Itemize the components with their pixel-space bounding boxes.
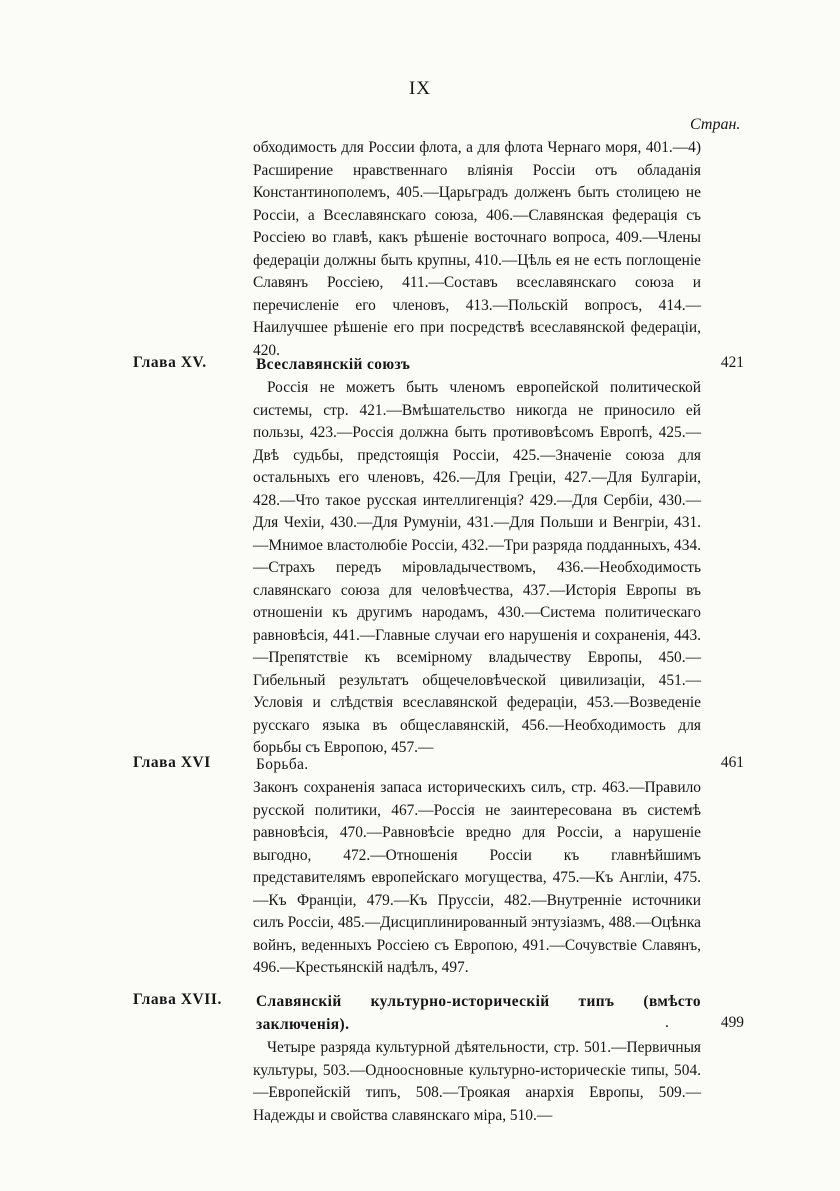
chapter-15-page: 421 [720, 354, 744, 371]
chapter-16-summary: Законъ сохраненія запаса историческихъ силъ, стр. 463.—Правило русской политики, 467.—Россія не заинтересована въ системѣ равновѣсія, 470.—Равновѣсіе вредно для Россіи, а нарушеніе выгодно, 472.—Отношенія Россіи къ главнѣйшимъ представителямъ европейскаго могущества, 475.—Къ Англіи, 475.—Къ Франціи, 479.—Къ Пруссіи, 482.—Внутренніе источники силъ Россіи, 485.—Дисциплинированный энтузіазмъ, 488.—Оцѣнка войнъ, веденныхъ Россіею съ Европою, 491.—Сочувствіе Славянъ, 496.—Крестьянскій надѣлъ, 497. [253, 779, 701, 976]
chapter-15-label: Глава XV. [133, 354, 207, 371]
chapter-16-label: Глава XVI [133, 754, 211, 771]
chapter-15-summary: Россія не можетъ быть членомъ европейской политической системы, стр. 421.—Вмѣшательство никогда не приносило ей пользы, 423.—Россія должна быть противовѣсомъ Европѣ, 425.—Двѣ судьбы, предстоящія Россіи, 425.—Значеніе союза для остальныхъ его членовъ, 426.—Для Греціи, 427.—Для Булгаріи, 428.—Что такое русская интеллигенція? 429.—Для Сербіи, 430.—Для Чехіи, 430.—Для Румуніи, 431.—Для Польши и Венгріи, 431.—Мнимое властолюбіе Россіи, 432.—Три разряда подданныхъ, 434.—Страхъ передъ міровладычествомъ, 436.—Необходимость славянскаго союза для человѣчества, 437.—Исторія Европы въ отношеніи къ другимъ народамъ, 430.—Система политическаго равновѣсія, 441.—Главные случаи его нарушенія и сохраненія, 443.—Препятствіе къ всемірному владычеству Европы, 450.—Гибельный результатъ общечеловѣческой цивилизаціи, 451.—Условія и слѣдствія всеславянской федераціи, 453.—Возведеніе русскаго языка въ общеславянскій, 456.—Необходимость для борьбы съ Европою, 457.— [253, 379, 701, 756]
page-column-label: Стран. [690, 116, 741, 133]
page-folio: IX [408, 78, 432, 99]
chapter-16-page: 461 [720, 754, 744, 771]
chapter-15-title: Всеславянскій союзъ [256, 356, 411, 373]
chapter-17-title: Славянскій культурно-историческій типъ (вмѣсто заключенія). [256, 993, 701, 1033]
chapter-17-label: Глава XVII. [133, 991, 222, 1008]
chapter-17-summary: Четыре разряда культурной дѣятельности, стр. 501.—Первичныя культуры, 503.—Одноосновные культурно-историческіе типы, 504.—Европейскій типъ, 508.—Троякая анархія Европы, 509.—Надежды и свойства славянскаго міра, 510.— [253, 1039, 701, 1124]
continuation-paragraph: обходимость для России флота, а для флота Чернаго моря, 401.—4) Расширение нравственнаго вліянія Россіи отъ обладанія Константинополемъ, 405.—Царьградъ долженъ быть столицею не Россіи, а Всеславянскаго союза, 406.—Славянская федерація съ Россіею во главѣ, какъ рѣшеніе восточнаго вопроса, 409.—Члены федераціи должны быть крупны, 410.—Цѣль ея не есть поглощеніе Славянъ Россіею, 411.—Составъ всеславянскаго союза и перечисленіе его членовъ, 413.—Польскій вопросъ, 414.—Наилучшее рѣшеніе его при посредствѣ всеславянской федераціи, 420. [253, 139, 701, 359]
chapter-17-page: 499 [720, 1014, 744, 1031]
chapter-17-leader: . [665, 1014, 669, 1031]
chapter-16-title: Борьба. [256, 756, 309, 773]
